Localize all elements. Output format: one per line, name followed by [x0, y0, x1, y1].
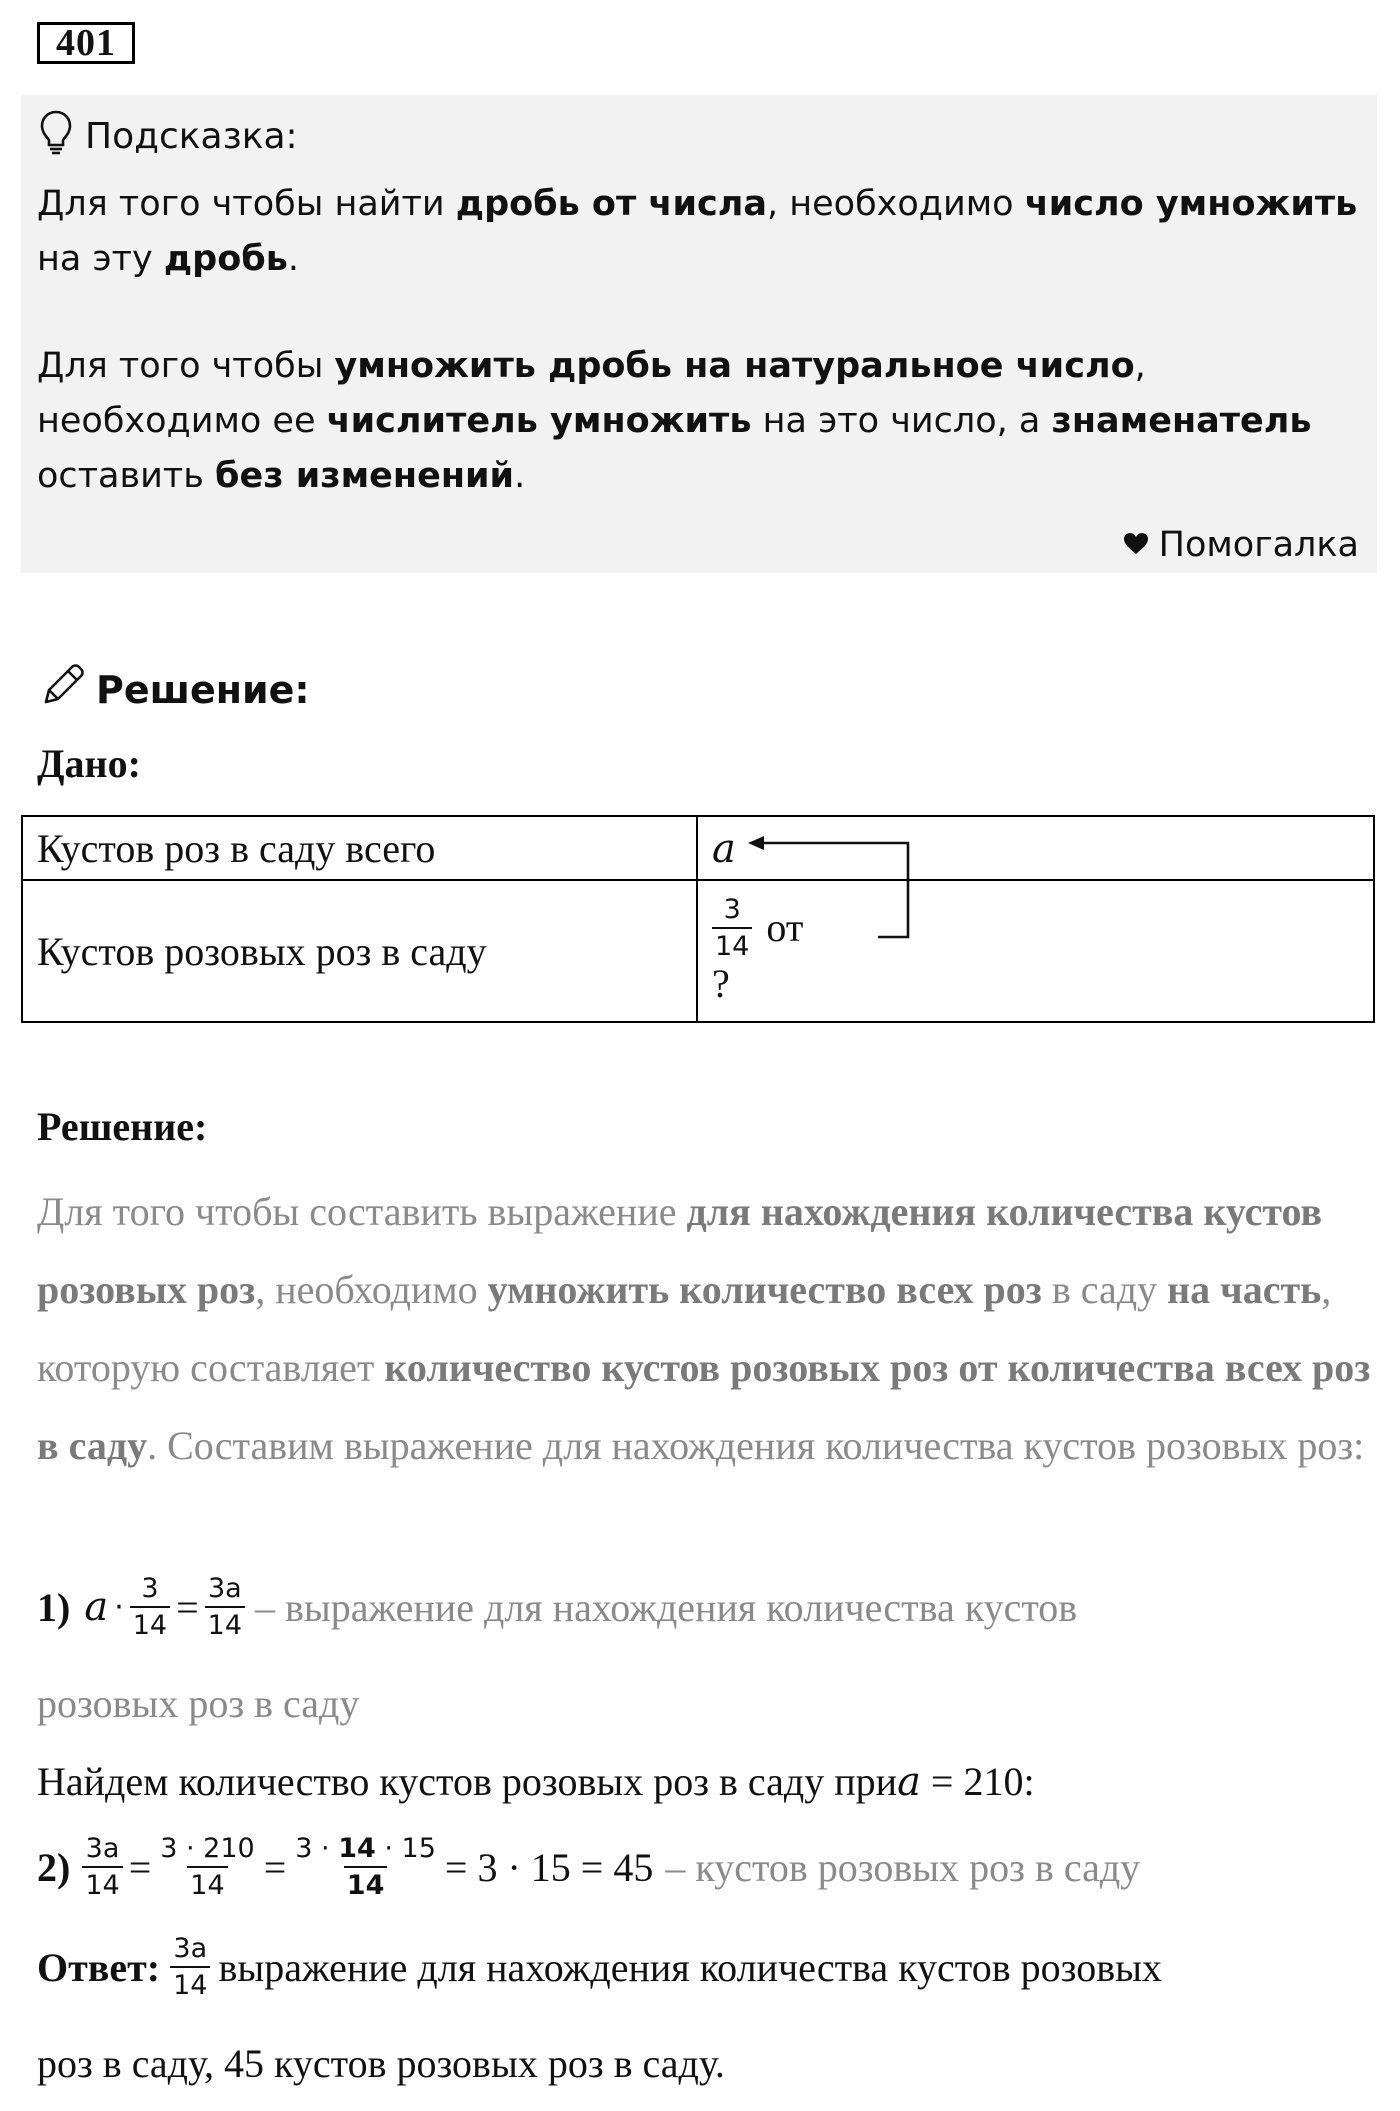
answer-line — [37, 1935, 1162, 1999]
find-line-var: a — [897, 1758, 921, 1805]
table-row — [22, 816, 1374, 880]
step-2-result: = 3 · 15 = 45 — [444, 1844, 654, 1890]
emphasis-text: умножить дробь на натуральное число — [334, 346, 1135, 386]
step-2-line: 2) $\frac{3a}{14}$ = $\frac{3 \cdot 210}{14}$ = $\frac{3 \cdot 14 \cdot 15}{14}$ = 3 · 15 = 45 – кустов розовых роз в саду — [37, 1833, 1141, 1901]
text-run: Для того чтобы найти — [37, 184, 456, 224]
text-run: оставить — [37, 456, 216, 496]
text-run: Для того чтобы составить выражение — [37, 1189, 687, 1234]
text-run: , которую составляет — [37, 1267, 1332, 1390]
text-run: , необходимо — [255, 1267, 488, 1312]
step-1-line — [37, 1575, 1077, 1639]
hint-source-label: Помогалка — [1158, 525, 1359, 565]
text-run: , необходимо — [767, 184, 1025, 224]
solution-header-label: Решение: — [96, 667, 310, 712]
step-1-equals: = — [176, 1584, 199, 1630]
emphasis-text: количество кустов розовых роз от количества всех роз в саду — [37, 1345, 1371, 1468]
find-line — [37, 1758, 1035, 1805]
find-line-before: Найдем количество кустов розовых роз в саду при — [37, 1759, 898, 1804]
given-row1-label: Кустов роз в саду всего — [22, 816, 697, 880]
text-run: . — [514, 456, 526, 496]
given-fraction: $\frac{3}{14}$ — [712, 896, 752, 960]
step-1-text: – выражение для нахождения количества кустов — [255, 1584, 1078, 1630]
text-run: в саду — [1041, 1267, 1168, 1312]
given-unknown: ? — [712, 960, 730, 1006]
arrow-connector — [748, 843, 908, 963]
given-title: Дано: — [37, 741, 141, 786]
text-run: . — [287, 239, 299, 279]
emphasis-text: дробь от числа — [455, 184, 767, 224]
answer-text: выражение для нахождения количества кустов розовых — [218, 1944, 1162, 1990]
solution-paragraph — [37, 1173, 1377, 1485]
find-line-after: = 210: — [920, 1759, 1035, 1804]
step-1-dot: · — [114, 1589, 124, 1625]
step-1-text-cont: розовых роз в саду — [37, 1681, 360, 1726]
step-2-fraction-3: $\frac{3 \cdot 14 \cdot 15}{14}$ — [295, 1833, 436, 1901]
given-of-label: от — [766, 905, 804, 950]
step-2-label: 2) — [37, 1844, 71, 1890]
text-run: на эту — [37, 239, 164, 279]
text-run: на это число, а — [751, 401, 1052, 441]
step-2-text: – кустов розовых роз в саду — [665, 1844, 1141, 1890]
step-2-fraction-2: $\frac{3 \cdot 210}{14}$ — [160, 1833, 255, 1901]
emphasis-text: на часть — [1167, 1267, 1322, 1312]
hint-header — [39, 109, 298, 164]
hint-paragraph-1 — [37, 177, 1367, 287]
text-run: . Составим выражение для нахождения количества кустов розовых роз: — [147, 1423, 1365, 1468]
text-run: , необходимо ее — [37, 346, 1146, 441]
lightbulb-icon — [39, 109, 73, 164]
hint-title: Подсказка: — [85, 116, 298, 157]
given-table — [21, 815, 1375, 1023]
hint-source — [1123, 525, 1359, 565]
solution-header — [38, 660, 310, 719]
step-1-fraction-2: $\frac{3a}{14}$ — [205, 1575, 245, 1639]
text-run: Для того чтобы — [37, 346, 335, 386]
emphasis-text: знаменатель — [1051, 401, 1312, 441]
step-1-fraction-1: $\frac{3}{14}$ — [130, 1575, 170, 1639]
table-row — [22, 880, 1374, 1022]
given-row2-label: Кустов розовых роз в саду — [22, 880, 697, 1022]
given-row1-value: a — [712, 825, 736, 872]
hint-paragraph-2 — [37, 339, 1367, 504]
step-2-fraction-1: $\frac{3a}{14}$ — [82, 1835, 122, 1899]
heart-icon — [1123, 525, 1149, 565]
solution-title: Решение: — [37, 1104, 208, 1149]
emphasis-text: число умножить — [1024, 184, 1358, 224]
hint-box — [21, 95, 1377, 573]
answer-label: Ответ: — [37, 1944, 161, 1990]
step-1-var: a — [84, 1584, 109, 1630]
emphasis-text: дробь — [163, 239, 288, 279]
emphasis-text: для нахождения количества кустов розовых роз — [37, 1189, 1323, 1312]
step-1-label: 1) — [37, 1584, 71, 1630]
emphasis-text: числитель умножить — [326, 401, 752, 441]
answer-text-cont: роз в саду, 45 кустов розовых роз в саду. — [37, 2041, 725, 2086]
answer-fraction: $\frac{3a}{14}$ — [170, 1935, 210, 1999]
given-row1-value-cell — [697, 816, 1374, 880]
emphasis-text: умножить количество всех роз — [487, 1267, 1042, 1312]
pencil-icon — [38, 660, 88, 719]
task-number: 401 — [37, 22, 135, 64]
emphasis-text: без изменений — [215, 456, 515, 496]
